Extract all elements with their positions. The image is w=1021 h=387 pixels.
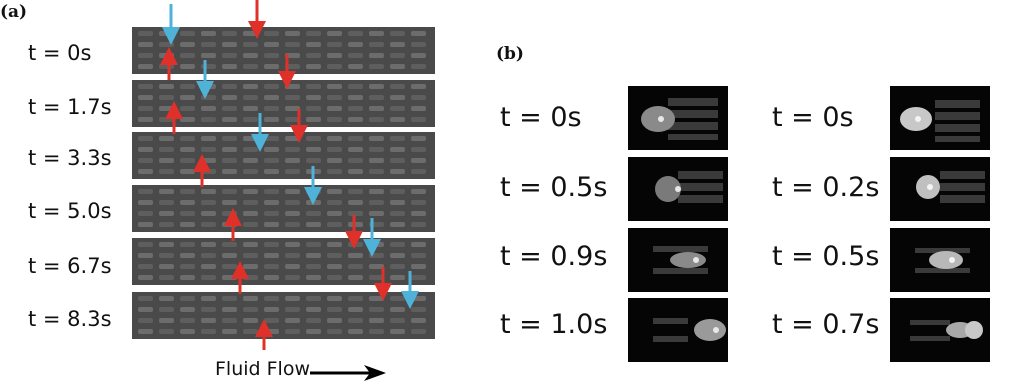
frame-time-label: t = 6.7s (28, 254, 112, 278)
panel-b-label: (b) (496, 44, 524, 64)
simulation-frame (890, 298, 990, 362)
simulation-frame (890, 228, 990, 292)
sim-time-label: t = 0.5s (500, 172, 608, 203)
sim-time-label: t = 1.0s (500, 309, 608, 340)
frame-time-label: t = 8.3s (28, 307, 112, 331)
sim-time-label: t = 0.7s (772, 309, 880, 340)
right-arrow-icon (308, 363, 388, 383)
frame-time-label: t = 0s (28, 41, 92, 65)
fluid-flow-label: Fluid Flow (215, 358, 310, 380)
sim-time-label: t = 0.2s (772, 172, 880, 203)
simulation-frame (890, 157, 990, 221)
sim-time-label: t = 0.9s (500, 241, 608, 272)
sim-time-label: t = 0.5s (772, 241, 880, 272)
frame-time-label: t = 1.7s (28, 95, 112, 119)
frame-time-label: t = 5.0s (28, 199, 112, 223)
simulation-frame (628, 298, 728, 362)
simulation-frame (628, 86, 728, 150)
panel-a-label: (a) (0, 2, 28, 22)
frame-time-label: t = 3.3s (28, 146, 112, 170)
simulation-frame (890, 86, 990, 150)
sim-time-label: t = 0s (772, 102, 854, 133)
simulation-frame (628, 228, 728, 292)
sim-time-label: t = 0s (500, 102, 582, 133)
simulation-frame (628, 157, 728, 221)
